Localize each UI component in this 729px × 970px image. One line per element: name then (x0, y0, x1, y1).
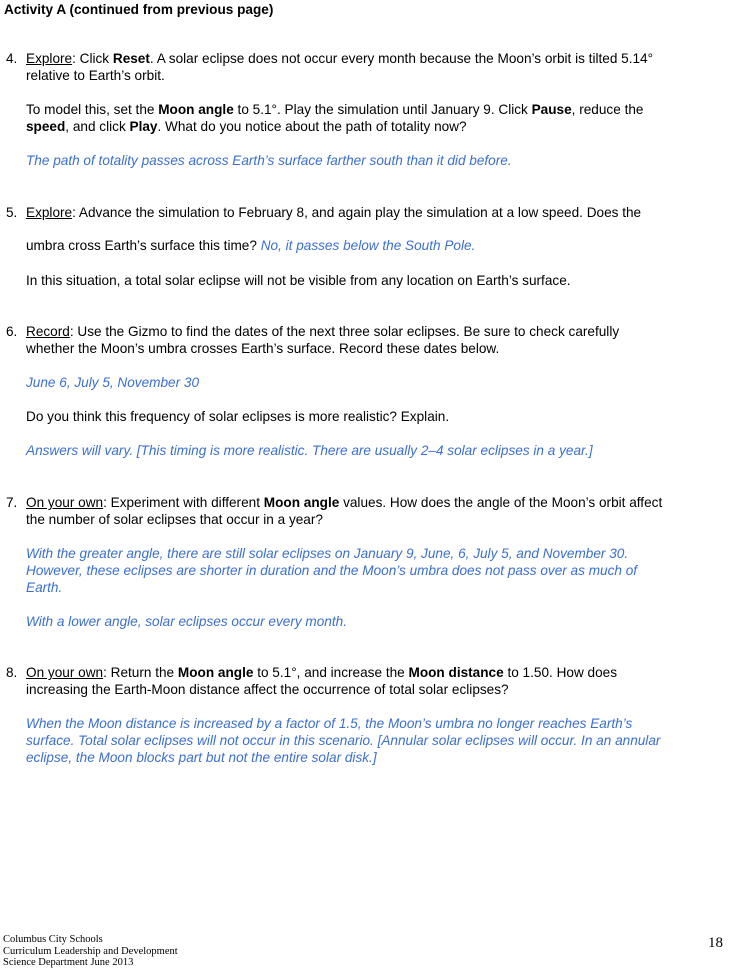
question-text: Do you think this frequency of solar eclipses is more realistic? Explain. (26, 409, 450, 424)
answer-text: eclipse, the Moon blocks part but not the entire solar disk.] (26, 750, 377, 765)
question-text: the number of solar eclipses that occur in a year? (26, 512, 323, 527)
question-number: 8. (6, 665, 18, 680)
question-label: On your own (26, 665, 104, 680)
answer-text: When the Moon distance is increased by a factor of 1.5, the Moon’s umbra no longer reaches Earth’s (26, 716, 633, 731)
question-text: Explore: Click Reset. A solar eclipse does not occur every month because the Moon’s orbit is tilted 5.14° (26, 51, 654, 66)
question-label: Explore (26, 51, 73, 66)
question-number: 4. (6, 51, 18, 66)
question-text: whether the Moon’s umbra crosses Earth’s surface. Record these dates below. (26, 341, 500, 356)
question-number: 6. (6, 324, 18, 339)
reset-term: Reset (112, 51, 150, 66)
footer-line: Columbus City Schools (3, 934, 103, 945)
activity-heading: Activity A (continued from previous page) (4, 2, 274, 17)
statement-text: In this situation, a total solar eclipse will not be visible from any location on Earth’s surface. (26, 273, 571, 288)
question-number: 5. (6, 205, 18, 220)
footer-line: Science Department June 2013 (3, 957, 134, 968)
question-text: On your own: Return the Moon angle to 5.1°, and increase the Moon distance to 1.50. How does (26, 665, 618, 680)
answer-text: June 6, July 5, November 30 (26, 375, 200, 390)
answer-text: Earth. (26, 580, 63, 595)
question-label: Record (26, 324, 70, 339)
footer-credits (3, 934, 178, 969)
question-label: Explore (26, 205, 73, 220)
question-text: Explore: Advance the simulation to February 8, and again play the simulation at a low speed. Does the (26, 205, 642, 220)
instruction-text: To model this, set the Moon angle to 5.1°. Play the simulation until January 9. Click Pause, reduce the (26, 102, 644, 117)
question-text: increasing the Earth-Moon distance affect the occurrence of total solar eclipses? (26, 682, 509, 697)
answer-text: The path of totality passes across Earth’s surface farther south than it did before. (26, 153, 512, 168)
question-number: 7. (6, 495, 18, 510)
answer-text: With a lower angle, solar eclipses occur every month. (26, 614, 347, 629)
answer-text: Answers will vary. [This timing is more realistic. There are usually 2–4 solar eclipses in a year.] (26, 443, 593, 458)
question-text: Record: Use the Gizmo to find the dates of the next three solar eclipses. Be sure to check carefully (26, 324, 620, 339)
page-number: 18 (708, 935, 723, 951)
question-text: relative to Earth’s orbit. (26, 68, 165, 83)
answer-text: No, it passes below the South Pole. (260, 238, 476, 253)
question-text: On your own: Experiment with different Moon angle values. How does the angle of the Moon’s orbit affect (26, 495, 663, 510)
question-label: On your own (26, 495, 104, 510)
answer-text: However, these eclipses are shorter in duration and the Moon’s umbra does not pass over as much of (26, 563, 638, 578)
answer-text: surface. Total solar eclipses will not occur in this scenario. [Annular solar eclipses will occur. In an annular (26, 733, 661, 748)
question-text: umbra cross Earth’s surface this time? No, it passes below the South Pole. (26, 238, 476, 253)
footer-line: Curriculum Leadership and Development (3, 945, 178, 957)
answer-text: With the greater angle, there are still solar eclipses on January 9, June, 6, July 5, and November 30. (26, 546, 629, 561)
instruction-text: speed, and click Play. What do you notice about the path of totality now? (26, 119, 467, 134)
